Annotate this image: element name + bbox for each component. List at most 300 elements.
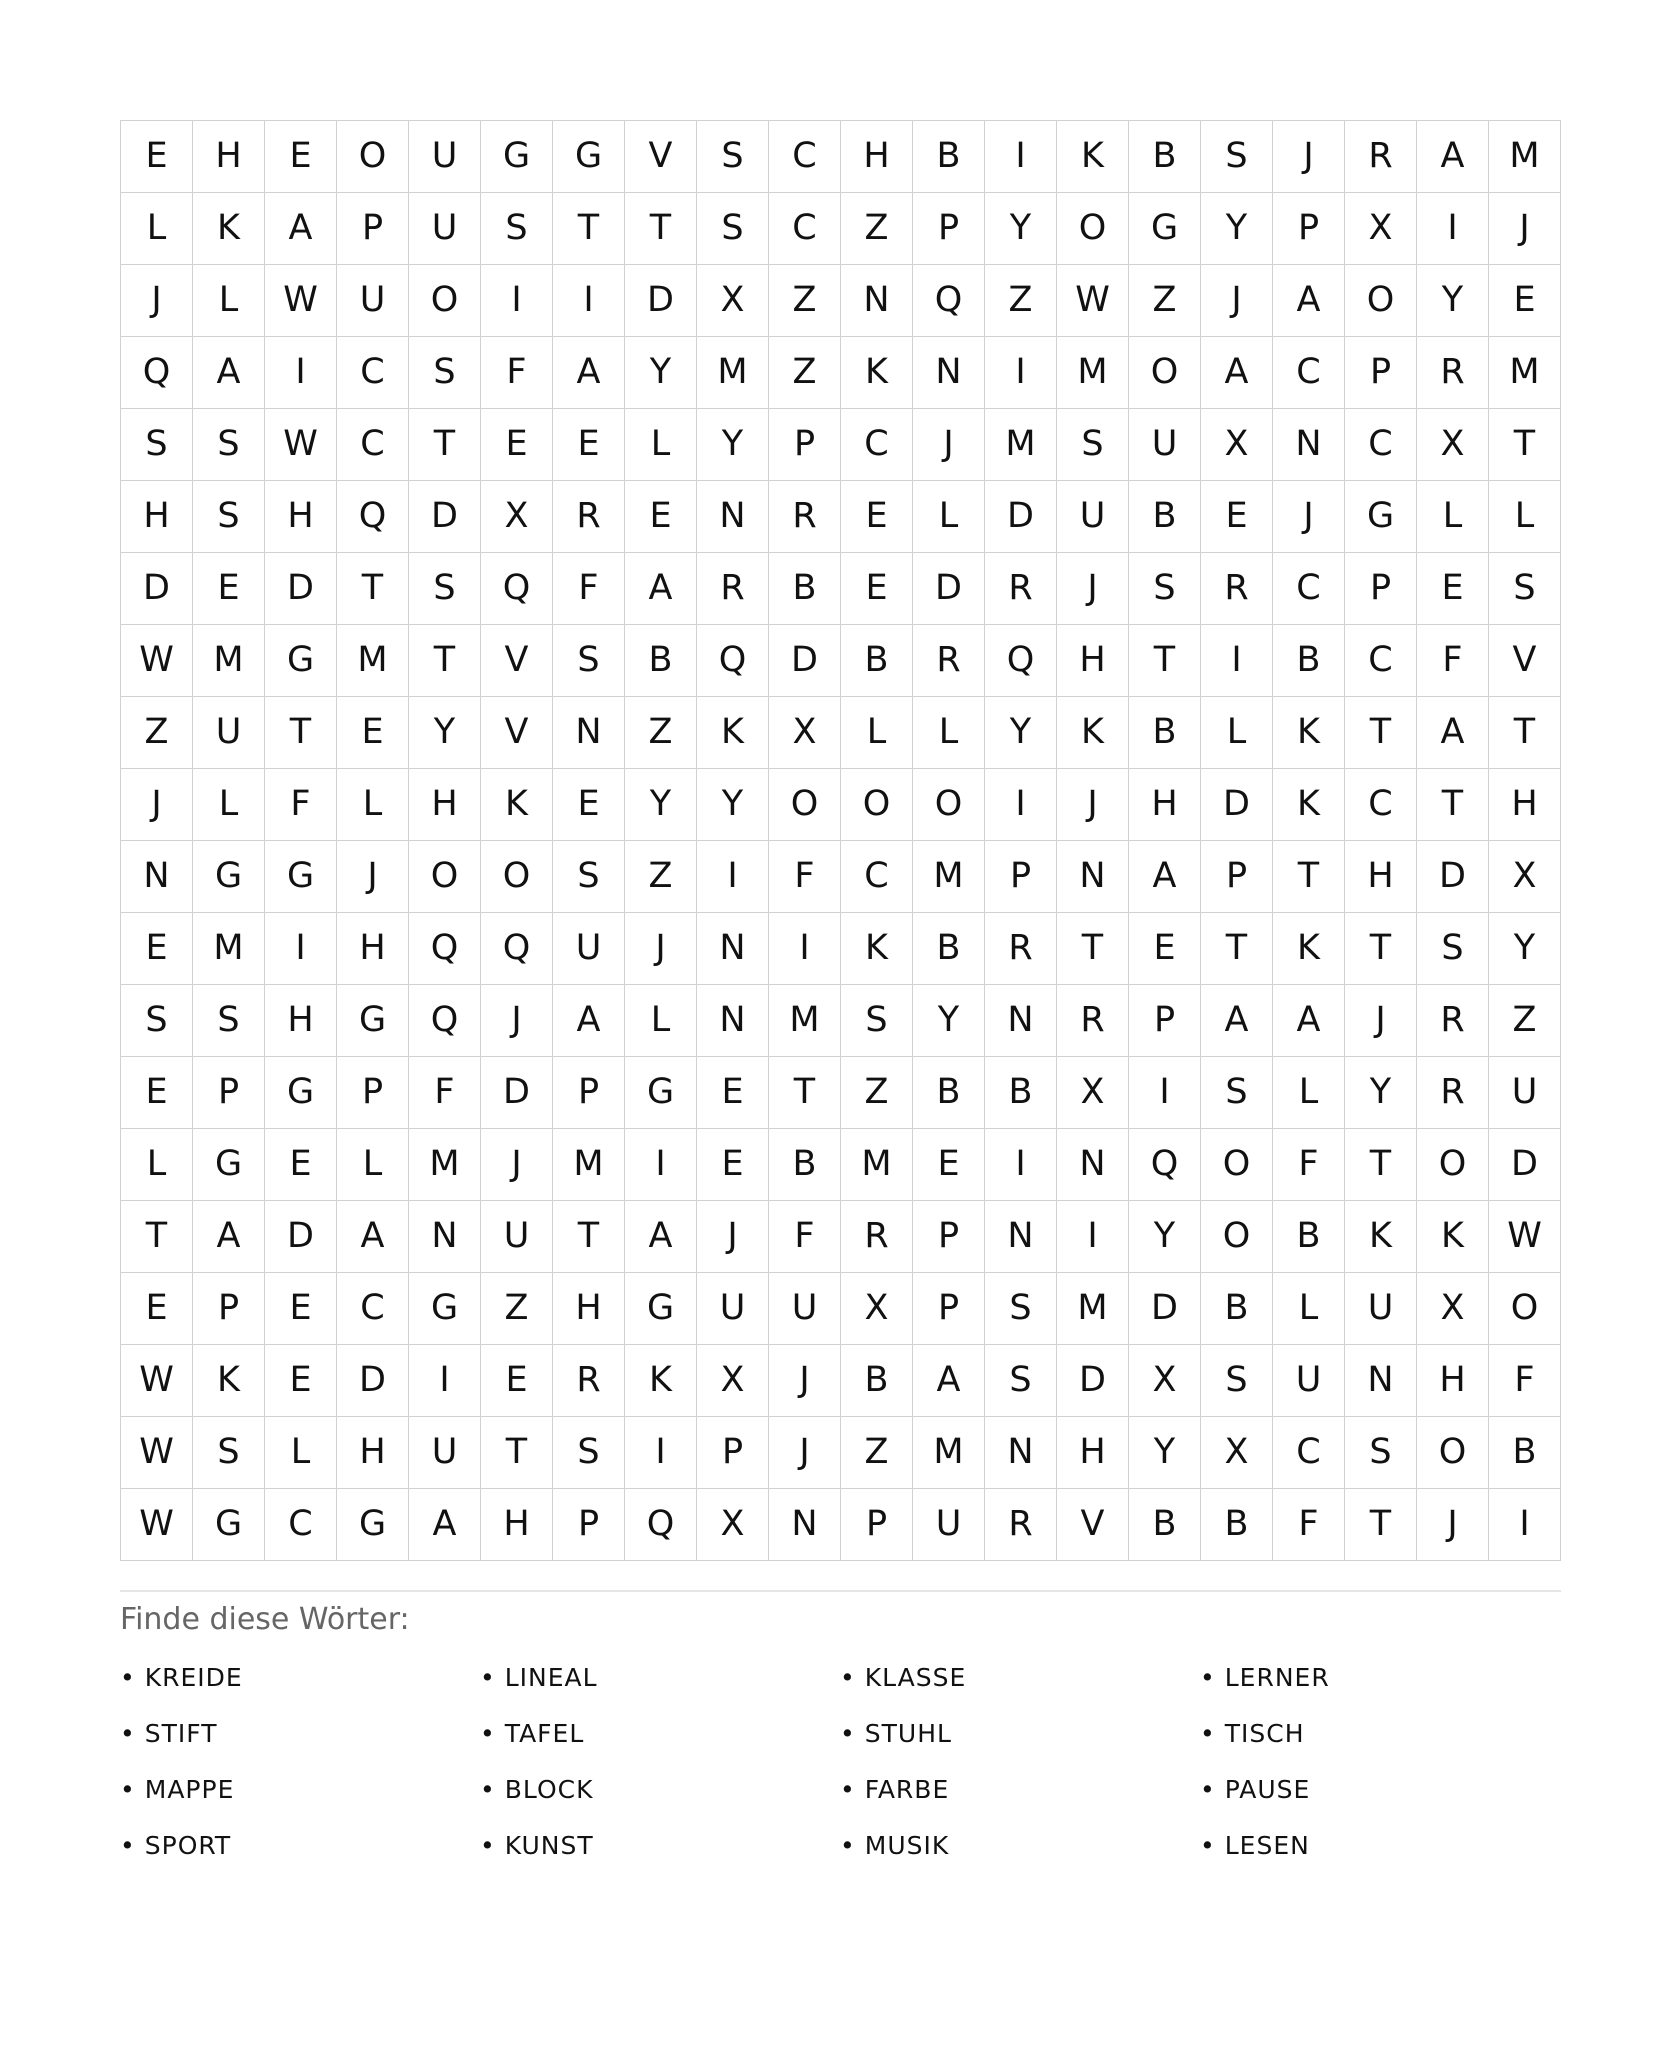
grid-cell[interactable]: Z [121,697,193,769]
grid-cell[interactable]: G [265,841,337,913]
grid-cell[interactable]: S [193,409,265,481]
grid-cell[interactable]: C [1345,409,1417,481]
grid-cell[interactable]: N [1273,409,1345,481]
grid-cell[interactable]: F [1273,1129,1345,1201]
grid-cell[interactable]: E [121,121,193,193]
grid-cell[interactable]: S [553,841,625,913]
grid-cell[interactable]: Y [985,193,1057,265]
grid-cell[interactable]: Q [481,553,553,625]
grid-cell[interactable]: R [769,481,841,553]
grid-cell[interactable]: J [1345,985,1417,1057]
grid-cell[interactable]: S [1201,121,1273,193]
grid-cell[interactable]: M [1489,337,1561,409]
grid-cell[interactable]: H [337,1417,409,1489]
grid-cell[interactable]: H [481,1489,553,1561]
grid-cell[interactable]: J [769,1345,841,1417]
grid-cell[interactable]: F [769,1201,841,1273]
grid-cell[interactable]: K [841,337,913,409]
grid-cell[interactable]: B [841,625,913,697]
grid-cell[interactable]: A [625,1201,697,1273]
grid-cell[interactable]: Z [1129,265,1201,337]
grid-cell[interactable]: U [913,1489,985,1561]
grid-cell[interactable]: J [1273,481,1345,553]
grid-cell[interactable]: E [121,1057,193,1129]
grid-cell[interactable]: S [985,1273,1057,1345]
grid-cell[interactable]: D [769,625,841,697]
grid-cell[interactable]: E [1489,265,1561,337]
grid-cell[interactable]: X [697,265,769,337]
grid-cell[interactable]: S [553,625,625,697]
grid-cell[interactable]: A [1129,841,1201,913]
grid-cell[interactable]: A [1417,121,1489,193]
grid-cell[interactable]: M [985,409,1057,481]
grid-cell[interactable]: S [985,1345,1057,1417]
grid-cell[interactable]: P [913,1273,985,1345]
grid-cell[interactable]: J [1417,1489,1489,1561]
grid-cell[interactable]: I [1057,1201,1129,1273]
grid-cell[interactable]: S [1129,553,1201,625]
grid-cell[interactable]: E [265,1345,337,1417]
grid-cell[interactable]: K [625,1345,697,1417]
grid-cell[interactable]: E [1417,553,1489,625]
grid-cell[interactable]: Q [913,265,985,337]
grid-cell[interactable]: Q [409,913,481,985]
grid-cell[interactable]: G [193,1489,265,1561]
grid-cell[interactable]: B [1129,697,1201,769]
grid-cell[interactable]: M [409,1129,481,1201]
grid-cell[interactable]: G [193,841,265,913]
grid-cell[interactable]: K [1345,1201,1417,1273]
grid-cell[interactable]: D [337,1345,409,1417]
grid-cell[interactable]: O [841,769,913,841]
grid-cell[interactable]: M [553,1129,625,1201]
grid-cell[interactable]: J [121,769,193,841]
grid-cell[interactable]: J [1057,553,1129,625]
grid-cell[interactable]: L [1273,1273,1345,1345]
grid-cell[interactable]: F [481,337,553,409]
grid-cell[interactable]: Q [697,625,769,697]
grid-cell[interactable]: P [1201,841,1273,913]
grid-cell[interactable]: S [121,409,193,481]
grid-cell[interactable]: M [841,1129,913,1201]
grid-cell[interactable]: A [1273,985,1345,1057]
grid-cell[interactable]: A [1417,697,1489,769]
grid-cell[interactable]: O [1417,1417,1489,1489]
grid-cell[interactable]: A [625,553,697,625]
grid-cell[interactable]: N [697,913,769,985]
grid-cell[interactable]: H [193,121,265,193]
grid-cell[interactable]: M [1489,121,1561,193]
grid-cell[interactable]: U [1489,1057,1561,1129]
grid-cell[interactable]: N [553,697,625,769]
grid-cell[interactable]: I [409,1345,481,1417]
grid-cell[interactable]: J [1273,121,1345,193]
grid-cell[interactable]: X [841,1273,913,1345]
grid-cell[interactable]: M [1057,1273,1129,1345]
grid-cell[interactable]: T [1345,913,1417,985]
grid-cell[interactable]: E [697,1057,769,1129]
grid-cell[interactable]: Y [1489,913,1561,985]
grid-cell[interactable]: C [841,409,913,481]
grid-cell[interactable]: W [265,409,337,481]
grid-cell[interactable]: I [769,913,841,985]
grid-cell[interactable]: E [1129,913,1201,985]
grid-cell[interactable]: W [1057,265,1129,337]
grid-cell[interactable]: U [409,121,481,193]
grid-cell[interactable]: K [193,1345,265,1417]
grid-cell[interactable]: I [1489,1489,1561,1561]
grid-cell[interactable]: W [121,1489,193,1561]
grid-cell[interactable]: A [1201,337,1273,409]
grid-cell[interactable]: A [1273,265,1345,337]
grid-cell[interactable]: E [265,1129,337,1201]
grid-cell[interactable]: I [481,265,553,337]
grid-cell[interactable]: A [553,985,625,1057]
grid-cell[interactable]: G [265,625,337,697]
grid-cell[interactable]: N [697,481,769,553]
grid-cell[interactable]: S [409,337,481,409]
grid-cell[interactable]: R [841,1201,913,1273]
grid-cell[interactable]: I [1417,193,1489,265]
grid-cell[interactable]: A [193,1201,265,1273]
grid-cell[interactable]: T [1345,697,1417,769]
grid-cell[interactable]: Y [625,769,697,841]
grid-cell[interactable]: L [1489,481,1561,553]
grid-cell[interactable]: O [1201,1201,1273,1273]
grid-cell[interactable]: U [769,1273,841,1345]
grid-cell[interactable]: L [193,769,265,841]
grid-cell[interactable]: P [913,193,985,265]
grid-cell[interactable]: Z [841,1057,913,1129]
grid-cell[interactable]: Q [337,481,409,553]
grid-cell[interactable]: P [697,1417,769,1489]
grid-cell[interactable]: X [697,1345,769,1417]
grid-cell[interactable]: K [1057,121,1129,193]
grid-cell[interactable]: O [913,769,985,841]
grid-cell[interactable]: G [625,1273,697,1345]
grid-cell[interactable]: J [913,409,985,481]
grid-cell[interactable]: D [1129,1273,1201,1345]
grid-cell[interactable]: T [553,193,625,265]
grid-cell[interactable]: X [769,697,841,769]
grid-cell[interactable]: S [1417,913,1489,985]
grid-cell[interactable]: L [121,1129,193,1201]
grid-cell[interactable]: J [481,1129,553,1201]
grid-cell[interactable]: C [337,1273,409,1345]
grid-cell[interactable]: M [337,625,409,697]
grid-cell[interactable]: X [1345,193,1417,265]
grid-cell[interactable]: L [193,265,265,337]
grid-cell[interactable]: N [985,1201,1057,1273]
grid-cell[interactable]: T [769,1057,841,1129]
grid-cell[interactable]: Y [697,409,769,481]
grid-cell[interactable]: B [1273,1201,1345,1273]
grid-cell[interactable]: B [1129,1489,1201,1561]
grid-cell[interactable]: Z [769,265,841,337]
grid-cell[interactable]: H [1417,1345,1489,1417]
grid-cell[interactable]: O [769,769,841,841]
grid-cell[interactable]: Z [625,841,697,913]
grid-cell[interactable]: D [481,1057,553,1129]
grid-cell[interactable]: K [841,913,913,985]
grid-cell[interactable]: Y [1129,1201,1201,1273]
grid-cell[interactable]: J [697,1201,769,1273]
grid-cell[interactable]: T [1489,697,1561,769]
grid-cell[interactable]: N [1057,1129,1129,1201]
grid-cell[interactable]: T [409,625,481,697]
grid-cell[interactable]: U [1273,1345,1345,1417]
grid-cell[interactable]: P [1129,985,1201,1057]
grid-cell[interactable]: K [1057,697,1129,769]
grid-cell[interactable]: Q [985,625,1057,697]
grid-cell[interactable]: O [1129,337,1201,409]
grid-cell[interactable]: B [1489,1417,1561,1489]
grid-cell[interactable]: C [1345,769,1417,841]
grid-cell[interactable]: B [1129,481,1201,553]
grid-cell[interactable]: E [553,409,625,481]
grid-cell[interactable]: X [1489,841,1561,913]
grid-cell[interactable]: H [1057,1417,1129,1489]
grid-cell[interactable]: G [409,1273,481,1345]
grid-cell[interactable]: M [697,337,769,409]
grid-cell[interactable]: H [1129,769,1201,841]
grid-cell[interactable]: Y [1129,1417,1201,1489]
grid-cell[interactable]: E [697,1129,769,1201]
grid-cell[interactable]: E [841,553,913,625]
grid-cell[interactable]: N [1057,841,1129,913]
grid-cell[interactable]: N [913,337,985,409]
grid-cell[interactable]: C [1273,553,1345,625]
grid-cell[interactable]: M [193,913,265,985]
grid-cell[interactable]: P [193,1057,265,1129]
grid-cell[interactable]: U [1129,409,1201,481]
grid-cell[interactable]: I [625,1129,697,1201]
grid-cell[interactable]: O [337,121,409,193]
grid-cell[interactable]: T [1273,841,1345,913]
grid-cell[interactable]: H [1345,841,1417,913]
grid-cell[interactable]: B [1129,121,1201,193]
grid-cell[interactable]: S [481,193,553,265]
grid-cell[interactable]: C [1345,625,1417,697]
grid-cell[interactable]: B [625,625,697,697]
grid-cell[interactable]: C [265,1489,337,1561]
grid-cell[interactable]: T [625,193,697,265]
grid-cell[interactable]: P [985,841,1057,913]
grid-cell[interactable]: F [265,769,337,841]
grid-cell[interactable]: L [625,409,697,481]
grid-cell[interactable]: T [337,553,409,625]
grid-cell[interactable]: P [841,1489,913,1561]
grid-cell[interactable]: F [769,841,841,913]
grid-cell[interactable]: X [697,1489,769,1561]
grid-cell[interactable]: T [553,1201,625,1273]
grid-cell[interactable]: A [553,337,625,409]
grid-cell[interactable]: D [265,553,337,625]
grid-cell[interactable]: U [553,913,625,985]
grid-cell[interactable]: G [265,1057,337,1129]
grid-cell[interactable]: L [1417,481,1489,553]
grid-cell[interactable]: O [1201,1129,1273,1201]
grid-cell[interactable]: F [1489,1345,1561,1417]
grid-cell[interactable]: M [1057,337,1129,409]
grid-cell[interactable]: A [1201,985,1273,1057]
grid-cell[interactable]: U [697,1273,769,1345]
grid-cell[interactable]: Z [841,193,913,265]
grid-cell[interactable]: W [265,265,337,337]
grid-cell[interactable]: L [625,985,697,1057]
grid-cell[interactable]: R [1417,337,1489,409]
grid-cell[interactable]: B [985,1057,1057,1129]
grid-cell[interactable]: D [409,481,481,553]
grid-cell[interactable]: R [1417,985,1489,1057]
grid-cell[interactable]: W [121,1345,193,1417]
grid-cell[interactable]: B [1201,1273,1273,1345]
grid-cell[interactable]: A [337,1201,409,1273]
grid-cell[interactable]: T [121,1201,193,1273]
grid-cell[interactable]: E [841,481,913,553]
grid-cell[interactable]: B [841,1345,913,1417]
grid-cell[interactable]: L [1273,1057,1345,1129]
grid-cell[interactable]: G [337,985,409,1057]
grid-cell[interactable]: C [769,193,841,265]
grid-cell[interactable]: S [1489,553,1561,625]
grid-cell[interactable]: Q [121,337,193,409]
grid-cell[interactable]: T [1345,1129,1417,1201]
grid-cell[interactable]: K [697,697,769,769]
grid-cell[interactable]: H [841,121,913,193]
grid-cell[interactable]: N [409,1201,481,1273]
grid-cell[interactable]: V [1489,625,1561,697]
grid-cell[interactable]: E [553,769,625,841]
grid-cell[interactable]: R [697,553,769,625]
grid-cell[interactable]: K [193,193,265,265]
grid-cell[interactable]: I [553,265,625,337]
grid-cell[interactable]: R [1345,121,1417,193]
grid-cell[interactable]: R [985,553,1057,625]
grid-cell[interactable]: Y [1417,265,1489,337]
grid-cell[interactable]: E [913,1129,985,1201]
grid-cell[interactable]: E [121,913,193,985]
grid-cell[interactable]: Y [1345,1057,1417,1129]
grid-cell[interactable]: L [913,697,985,769]
grid-cell[interactable]: F [409,1057,481,1129]
grid-cell[interactable]: J [337,841,409,913]
grid-cell[interactable]: S [841,985,913,1057]
grid-cell[interactable]: X [1417,1273,1489,1345]
grid-cell[interactable]: P [913,1201,985,1273]
grid-cell[interactable]: V [481,697,553,769]
grid-cell[interactable]: G [193,1129,265,1201]
grid-cell[interactable]: S [1201,1345,1273,1417]
grid-cell[interactable]: N [769,1489,841,1561]
grid-cell[interactable]: G [337,1489,409,1561]
grid-cell[interactable]: K [1273,913,1345,985]
grid-cell[interactable]: B [1273,625,1345,697]
grid-cell[interactable]: M [913,1417,985,1489]
grid-cell[interactable]: R [553,481,625,553]
grid-cell[interactable]: P [337,193,409,265]
grid-cell[interactable]: L [265,1417,337,1489]
grid-cell[interactable]: N [841,265,913,337]
grid-cell[interactable]: I [265,337,337,409]
grid-cell[interactable]: T [481,1417,553,1489]
grid-cell[interactable]: S [1201,1057,1273,1129]
grid-cell[interactable]: D [985,481,1057,553]
grid-cell[interactable]: B [913,121,985,193]
grid-cell[interactable]: H [553,1273,625,1345]
grid-cell[interactable]: U [409,193,481,265]
grid-cell[interactable]: P [553,1489,625,1561]
grid-cell[interactable]: Y [697,769,769,841]
grid-cell[interactable]: W [121,625,193,697]
grid-cell[interactable]: D [1057,1345,1129,1417]
grid-cell[interactable]: Q [481,913,553,985]
grid-cell[interactable]: N [1345,1345,1417,1417]
grid-cell[interactable]: H [265,481,337,553]
grid-cell[interactable]: Y [625,337,697,409]
grid-cell[interactable]: U [481,1201,553,1273]
grid-cell[interactable]: F [1417,625,1489,697]
grid-cell[interactable]: X [1417,409,1489,481]
grid-cell[interactable]: S [1057,409,1129,481]
grid-cell[interactable]: V [481,625,553,697]
grid-cell[interactable]: B [913,913,985,985]
grid-cell[interactable]: T [1201,913,1273,985]
grid-cell[interactable]: Y [409,697,481,769]
grid-cell[interactable]: S [193,481,265,553]
grid-cell[interactable]: Y [913,985,985,1057]
grid-cell[interactable]: S [193,985,265,1057]
grid-cell[interactable]: N [121,841,193,913]
grid-cell[interactable]: Y [1201,193,1273,265]
grid-cell[interactable]: T [265,697,337,769]
grid-cell[interactable]: H [121,481,193,553]
grid-cell[interactable]: U [1345,1273,1417,1345]
grid-cell[interactable]: O [1345,265,1417,337]
grid-cell[interactable]: J [625,913,697,985]
grid-cell[interactable]: A [265,193,337,265]
grid-cell[interactable]: P [1345,553,1417,625]
grid-cell[interactable]: O [1417,1129,1489,1201]
grid-cell[interactable]: I [625,1417,697,1489]
grid-cell[interactable]: B [1201,1489,1273,1561]
grid-cell[interactable]: R [1057,985,1129,1057]
grid-cell[interactable]: D [265,1201,337,1273]
grid-cell[interactable]: D [121,553,193,625]
grid-cell[interactable]: C [337,409,409,481]
grid-cell[interactable]: P [1345,337,1417,409]
grid-cell[interactable]: M [193,625,265,697]
grid-cell[interactable]: W [1489,1201,1561,1273]
grid-cell[interactable]: T [1057,913,1129,985]
grid-cell[interactable]: W [121,1417,193,1489]
grid-cell[interactable]: R [985,1489,1057,1561]
grid-cell[interactable]: E [265,1273,337,1345]
grid-cell[interactable]: N [985,985,1057,1057]
grid-cell[interactable]: U [409,1417,481,1489]
grid-cell[interactable]: R [985,913,1057,985]
grid-cell[interactable]: X [1201,1417,1273,1489]
grid-cell[interactable]: C [1273,1417,1345,1489]
grid-cell[interactable]: B [913,1057,985,1129]
grid-cell[interactable]: Y [985,697,1057,769]
grid-cell[interactable]: J [121,265,193,337]
grid-cell[interactable]: N [697,985,769,1057]
grid-cell[interactable]: Q [409,985,481,1057]
grid-cell[interactable]: E [121,1273,193,1345]
grid-cell[interactable]: M [913,841,985,913]
grid-cell[interactable]: Z [985,265,1057,337]
